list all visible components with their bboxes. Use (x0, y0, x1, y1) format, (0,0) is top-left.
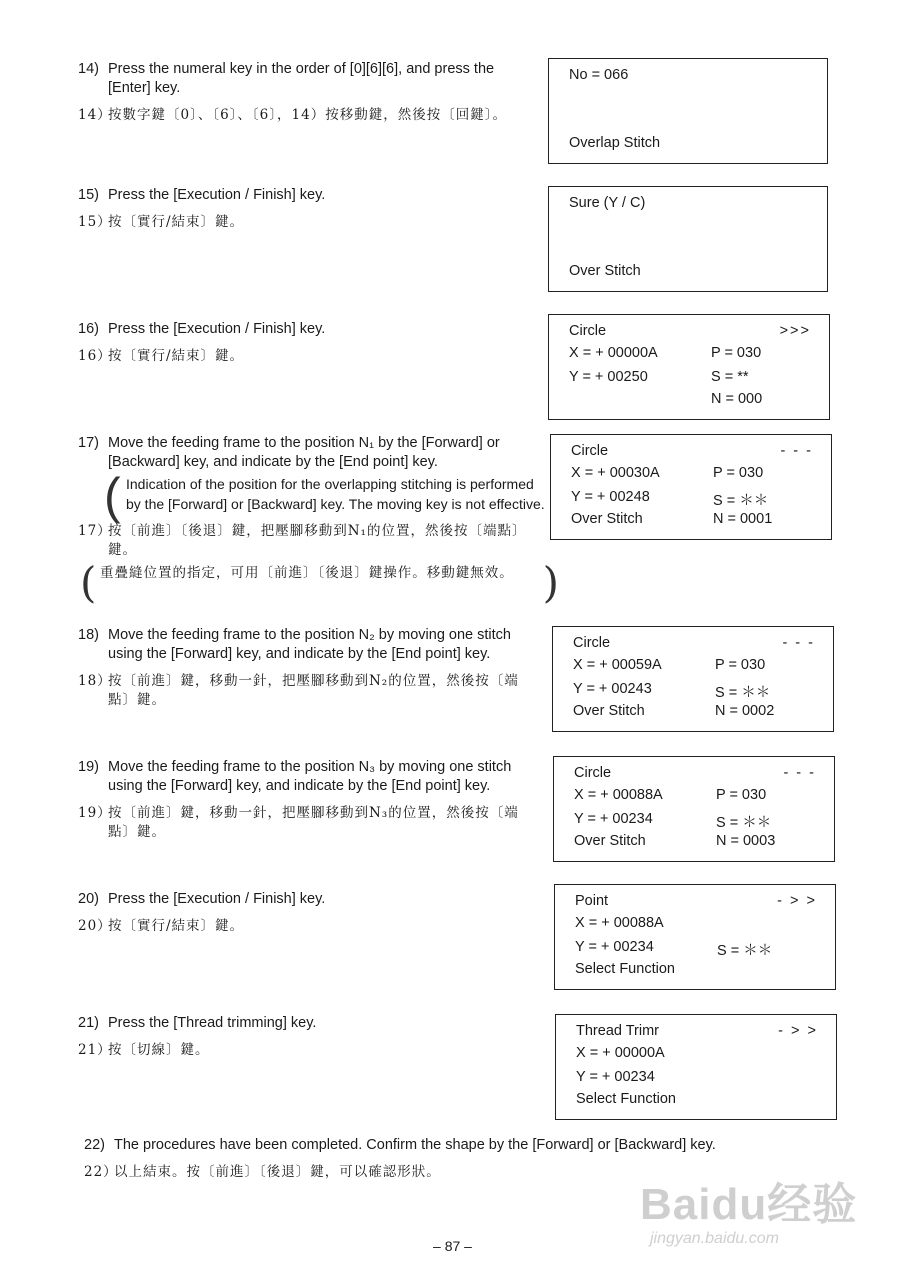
lcd-display (554, 884, 836, 990)
step-text-zh: 按〔實行/結束〕鍵。 (108, 214, 245, 230)
step-text-en: Press the [Execution / Finish] key. (108, 321, 326, 337)
lcd-cell: S = ** (711, 369, 749, 385)
step-text-zh: 按〔實行/結束〕鍵。 (108, 918, 245, 934)
lcd-row (569, 345, 811, 365)
step-number: 15) (78, 187, 99, 203)
step-text-zh: 按〔實行/結束〕鍵。 (108, 348, 245, 364)
lcd-cell: >>> (779, 323, 811, 339)
lcd-cell: Sure (Y / C) (569, 195, 646, 211)
lcd-row (571, 511, 813, 531)
step-number: 20) (78, 891, 99, 907)
step-text-en: Press the [Execution / Finish] key. (108, 891, 326, 907)
lcd-cell: Y = + 00234 (575, 939, 654, 955)
step-18 (78, 626, 548, 710)
step-text-en: The procedures have been completed. Confirm the shape by the [Forward] or [Backward] key. (114, 1137, 716, 1153)
step-number-zh: 18） (78, 673, 112, 689)
step-text-en: Move the feeding frame to the position N₂ by moving one stitch using the [Forward] key, and indicate by the [End point] key. (108, 627, 511, 662)
lcd-cell: Y = + 00234 (576, 1069, 655, 1085)
lcd-display (548, 314, 830, 420)
lcd-cell: P = 030 (715, 657, 766, 673)
lcd-row (571, 443, 813, 463)
lcd-row (576, 1091, 818, 1111)
lcd-cell: N = 0002 (715, 703, 775, 719)
lcd-row (569, 323, 811, 343)
lcd-cell: X = + 00088A (574, 787, 663, 803)
lcd-row (575, 939, 817, 959)
step-text-en: Press the [Execution / Finish] key. (108, 187, 326, 203)
step-text-zh: 按數字鍵〔0〕、〔6〕、〔6〕，14）按移動鍵，然後按〔回鍵〕。 (108, 107, 507, 123)
step-14 (78, 60, 548, 125)
step-21 (78, 1014, 548, 1060)
lcd-row (569, 391, 811, 411)
step-number-zh: 20） (78, 918, 112, 934)
lcd-cell: Over Stitch (573, 703, 645, 719)
lcd-cell: - - - (780, 443, 813, 459)
lcd-cell: Select Function (575, 961, 675, 977)
lcd-cell: N = 000 (711, 391, 763, 407)
lcd-cell: Select Function (576, 1091, 676, 1107)
step-note-text: Indication of the position for the overlapping stitching is performed by the [Forward] or [Backward] key. The moving key is not effective. (126, 476, 545, 512)
lcd-cell: Thread Trimr (576, 1023, 659, 1039)
step-text-zh: 按〔前進〕鍵，移動一針，把壓腳移動到N₃的位置，然後按〔端點〕鍵。 (108, 805, 519, 840)
lcd-display (548, 58, 828, 164)
lcd-display (552, 626, 834, 732)
lcd-cell: P = 030 (713, 465, 764, 481)
lcd-display (548, 186, 828, 292)
step-19 (78, 758, 548, 842)
lcd-row (575, 915, 817, 935)
lcd-row (569, 135, 809, 155)
lcd-row (573, 681, 815, 701)
lcd-row (569, 195, 809, 215)
lcd-cell: Y = + 00248 (571, 489, 650, 505)
lcd-display (550, 434, 832, 540)
lcd-row (576, 1023, 818, 1043)
step-number: 19) (78, 759, 99, 775)
lcd-cell: Y = + 00243 (573, 681, 652, 697)
lcd-row (573, 703, 815, 723)
lcd-cell: Overlap Stitch (569, 135, 661, 151)
lcd-cell: X = + 00088A (575, 915, 664, 931)
step-number: 21) (78, 1015, 99, 1031)
lcd-row (573, 635, 815, 655)
lcd-cell: - - - (783, 765, 816, 781)
lcd-cell: - > > (777, 893, 817, 909)
lcd-cell: S = ＊＊ (716, 815, 772, 831)
step-20 (78, 890, 548, 936)
lcd-row (574, 811, 816, 831)
lcd-display (555, 1014, 837, 1120)
lcd-row (575, 893, 817, 913)
watermark-url: jingyan.baidu.com (650, 1230, 779, 1247)
lcd-cell: Over Stitch (571, 511, 643, 527)
lcd-row (575, 961, 817, 981)
step-number: 16) (78, 321, 99, 337)
lcd-cell: S = ＊＊ (713, 493, 769, 509)
lcd-cell: No = 066 (569, 67, 629, 83)
step-text-en: Move the feeding frame to the position N₃ by moving one stitch using the [Forward] key, and indicate by the [End point] key. (108, 759, 512, 794)
step-number: 22) (84, 1137, 105, 1153)
step-text-zh: 按〔切線〕鍵。 (108, 1042, 210, 1058)
lcd-cell: Y = + 00250 (569, 369, 648, 385)
lcd-cell: - > > (778, 1023, 818, 1039)
step-number-zh: 22） (84, 1164, 118, 1180)
step-16 (78, 320, 548, 366)
lcd-cell: - - - (782, 635, 815, 651)
lcd-row (571, 489, 813, 509)
page-number: – 87 – (433, 1238, 472, 1254)
step-15 (78, 186, 548, 232)
step-number-zh: 14） (78, 107, 112, 123)
step-text-zh: 以上結束。按〔前進〕〔後退〕鍵，可以確認形狀。 (114, 1164, 441, 1180)
lcd-cell: X = + 00059A (573, 657, 662, 673)
step-text-en: Press the [Thread trimming] key. (108, 1015, 317, 1031)
lcd-row (576, 1069, 818, 1089)
step-note-zh-text: 重疊縫位置的指定，可用〔前進〕〔後退〕鍵操作。移動鍵無效。 (100, 565, 514, 581)
lcd-cell: Circle (573, 635, 611, 651)
lcd-cell: N = 0001 (713, 511, 773, 527)
lcd-row (576, 1045, 818, 1065)
lcd-cell: Y = + 00234 (574, 811, 653, 827)
step-text-zh: 按〔前進〕鍵，移動一針，把壓腳移動到N₂的位置，然後按〔端點〕鍵。 (108, 673, 519, 708)
lcd-row (569, 67, 809, 87)
step-number-zh: 15） (78, 214, 112, 230)
step-note-zh: ( 重疊縫位置的指定，可用〔前進〕〔後退〕鍵操作。移動鍵無效。 ) (80, 558, 560, 607)
lcd-cell: N = 0003 (716, 833, 776, 849)
lcd-cell: X = + 00030A (571, 465, 660, 481)
lcd-display (553, 756, 835, 862)
step-text-en: Move the feeding frame to the position N₁ by the [Forward] or [Backward] key, and indicate by the [End point] key. (108, 435, 500, 470)
lcd-row (571, 465, 813, 485)
lcd-cell: Over Stitch (569, 263, 641, 279)
lcd-cell: X = + 00000A (569, 345, 658, 361)
lcd-cell: X = + 00000A (576, 1045, 665, 1061)
lcd-row (574, 787, 816, 807)
lcd-cell: Circle (574, 765, 612, 781)
step-text-zh: 按〔前進〕〔後退〕鍵，把壓腳移動到N₁的位置，然後按〔端點〕鍵。 (108, 523, 527, 558)
step-number-zh: 21） (78, 1042, 112, 1058)
lcd-cell: S = ＊＊ (715, 685, 771, 701)
lcd-cell: Circle (571, 443, 609, 459)
lcd-cell: Point (575, 893, 609, 909)
lcd-row (569, 369, 811, 389)
lcd-row (573, 657, 815, 677)
step-number: 14) (78, 61, 99, 77)
watermark-logo: Baidu经验 (640, 1180, 858, 1229)
lcd-row (574, 765, 816, 785)
step-note: ( Indication of the position for the overlapping stitching is performed by the [Forward] or [Backward] key. The moving key is not effective. (104, 468, 545, 524)
step-number: 17) (78, 435, 99, 451)
lcd-cell: Over Stitch (574, 833, 646, 849)
lcd-cell: Circle (569, 323, 607, 339)
step-number-zh: 19） (78, 805, 112, 821)
lcd-cell: S = ＊＊ (717, 943, 773, 959)
step-number-zh: 17） (78, 523, 112, 539)
lcd-row (574, 833, 816, 853)
step-17 (78, 434, 560, 607)
lcd-row (569, 263, 809, 283)
step-text-en: Press the numeral key in the order of [0][6][6], and press the [Enter] key. (108, 61, 495, 96)
lcd-cell: P = 030 (711, 345, 762, 361)
step-number: 18) (78, 627, 99, 643)
step-number-zh: 16） (78, 348, 112, 364)
lcd-cell: P = 030 (716, 787, 767, 803)
